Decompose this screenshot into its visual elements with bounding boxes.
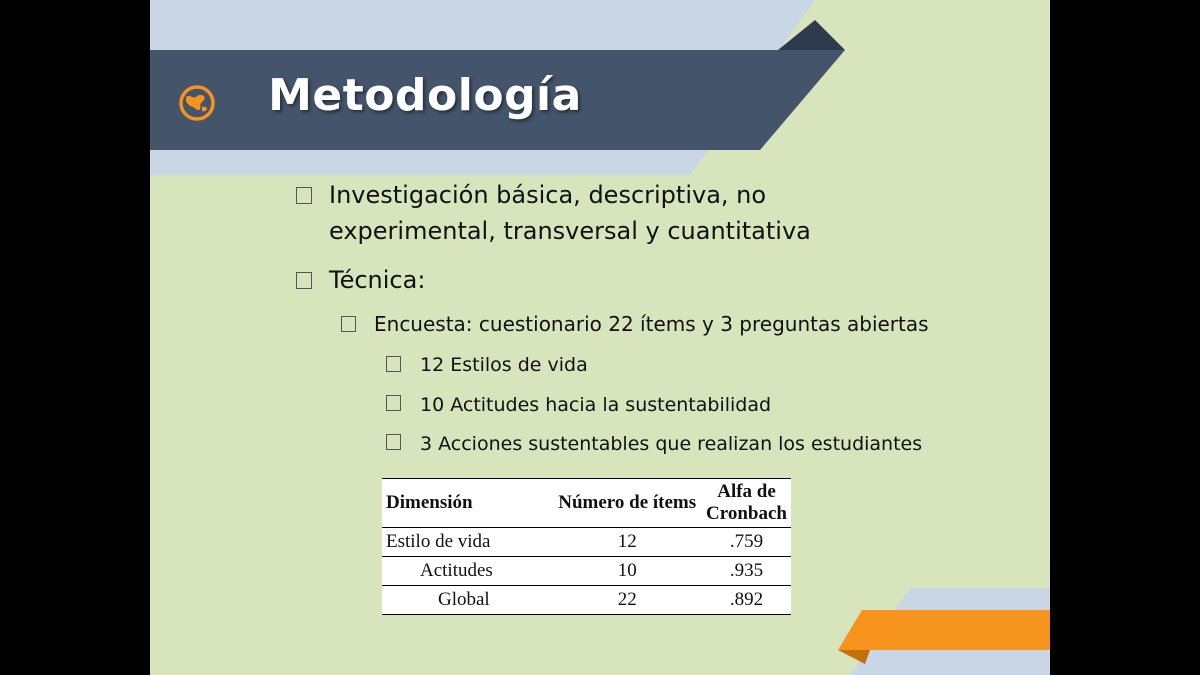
cell-dimension: Actitudes: [382, 557, 552, 586]
checkbox-bullet-icon: [386, 434, 401, 450]
table-row: [382, 586, 791, 615]
bullet-technique: Técnica:: [329, 266, 426, 294]
bullet-research-type: [329, 177, 811, 249]
slide-title: Metodología: [268, 70, 582, 121]
table-row: [382, 528, 791, 557]
cell-items: 12: [552, 528, 702, 557]
cell-items: 22: [552, 586, 702, 615]
header-dimension: Dimensión: [382, 479, 552, 528]
cronbach-table: [382, 478, 791, 615]
cell-alpha: .935: [702, 557, 791, 586]
checkbox-bullet-icon: [386, 395, 401, 411]
cell-dimension: Estilo de vida: [382, 528, 552, 557]
cell-dimension: Global: [382, 586, 552, 615]
cell-alpha: .759: [702, 528, 791, 557]
checkbox-bullet-icon: [296, 187, 312, 204]
bullet-attitudes: 10 Actitudes hacia la sustentabilidad: [420, 394, 772, 416]
bullet-lifestyles: 12 Estilos de vida: [420, 354, 588, 376]
checkbox-bullet-icon: [341, 316, 356, 332]
header-items: Número de ítems: [552, 479, 702, 528]
bullet-survey: Encuesta: cuestionario 22 ítems y 3 preguntas abiertas: [374, 312, 929, 336]
table-header-row: [382, 479, 791, 528]
table-row: [382, 557, 791, 586]
cell-items: 10: [552, 557, 702, 586]
orange-strip: [838, 610, 1050, 650]
header-alpha: Alfa de Cronbach: [702, 479, 791, 528]
orange-strip-shadow: [838, 650, 870, 664]
checkbox-bullet-icon: [386, 356, 401, 372]
bullet-line: Investigación básica, descriptiva, no: [329, 181, 767, 209]
cell-alpha: .892: [702, 586, 791, 615]
bullet-line: experimental, transversal y cuantitativa: [329, 217, 811, 245]
bullet-actions: 3 Acciones sustentables que realizan los estudiantes: [420, 433, 923, 455]
checkbox-bullet-icon: [296, 272, 312, 289]
